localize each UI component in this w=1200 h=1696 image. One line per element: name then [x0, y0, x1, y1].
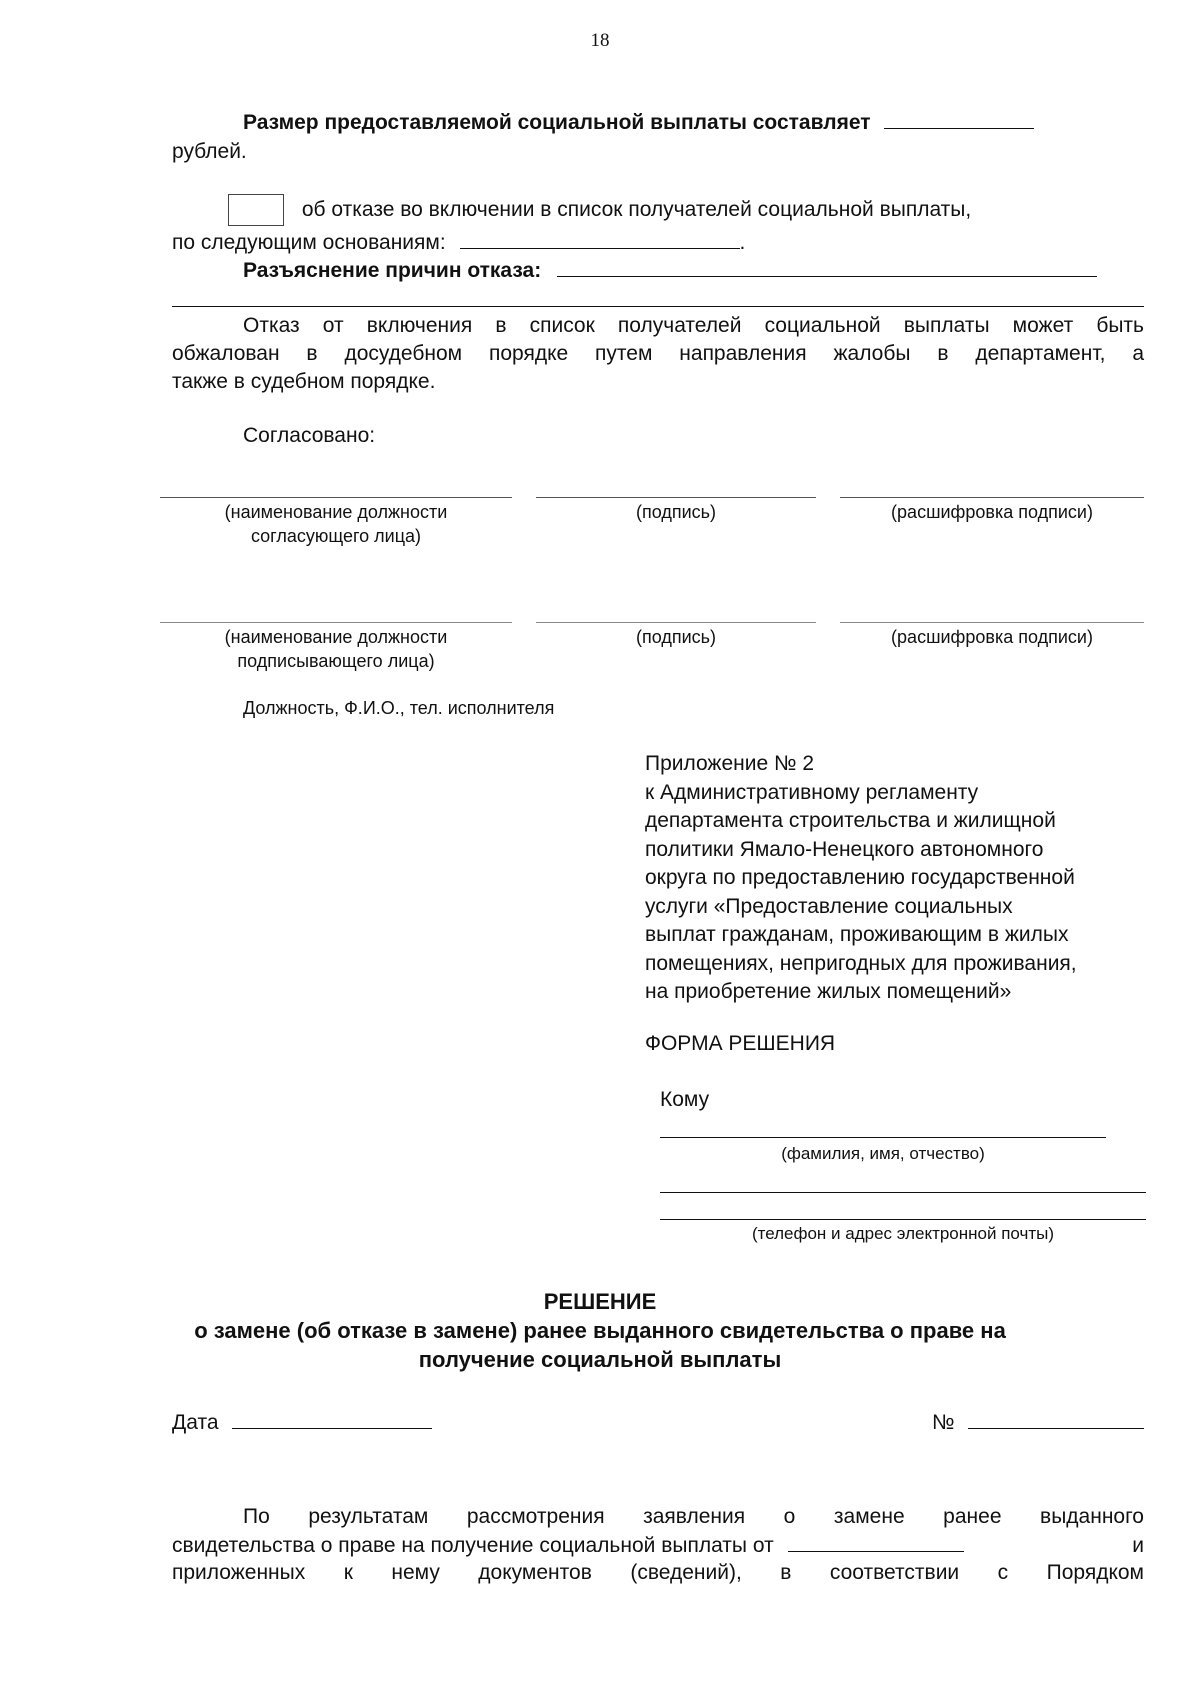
number-line: [932, 1408, 1144, 1437]
appendix-line: департамента строительства и жилищной: [645, 809, 1056, 832]
appendix-line: выплат гражданам, проживающим в жилых: [645, 923, 1069, 946]
payment-amount-line: [243, 108, 1034, 137]
refusal-explanation-continuation-line: [172, 306, 1144, 307]
refusal-explanation-label: Разъяснение причин отказа:: [243, 259, 542, 282]
to-label: Кому: [660, 1088, 710, 1111]
refusal-grounds-field[interactable]: [460, 228, 740, 249]
date-field[interactable]: [232, 1408, 432, 1429]
body-line-2: [172, 1531, 1144, 1560]
sign2-signature-line: [536, 622, 816, 623]
appendix-line: услуги «Предоставление социальных: [645, 894, 1013, 918]
number-label: №: [932, 1411, 955, 1434]
date-line: [172, 1408, 432, 1437]
body-line-2-text: свидетельства о праве на получение социальной выплаты от: [172, 1534, 774, 1557]
sign2-decoding-line: [840, 622, 1144, 623]
refusal-checkbox-text: об отказе во включении в список получателей социальной выплаты,: [301, 197, 972, 221]
refusal-grounds-line: по следующим основаниям: .: [172, 228, 745, 257]
recipient-name-field[interactable]: [660, 1137, 1106, 1138]
refusal-checkbox-line: [228, 194, 971, 226]
executor-info: Должность, Ф.И.О., тел. исполнителя: [243, 698, 555, 718]
appendix-block: [645, 750, 1077, 1007]
sign1-decoding-line: [840, 497, 1144, 498]
sign1-position-caption: (наименование должности согласующего лица): [224, 502, 448, 546]
body-date-field[interactable]: [788, 1531, 964, 1552]
recipient-name-caption: (фамилия, имя, отчество): [781, 1144, 985, 1163]
body-line-1: По результатам рассмотрения заявления о замене ранее выданного: [243, 1505, 1144, 1528]
approved-label: Согласовано:: [243, 424, 376, 447]
recipient-contact-field-2[interactable]: [660, 1219, 1146, 1220]
appendix-line: к Административному регламенту: [645, 780, 979, 804]
payment-amount-field[interactable]: [884, 108, 1034, 129]
appeal-line-3: также в судебном порядке.: [172, 370, 436, 393]
refusal-explanation-line: [243, 256, 1097, 285]
form-label: ФОРМА РЕШЕНИЯ: [645, 1032, 836, 1055]
sign1-signature-caption: (подпись): [635, 502, 717, 522]
sign2-decoding-caption: (расшифровка подписи): [891, 627, 1093, 647]
refusal-grounds-label: по следующим основаниям:: [172, 231, 446, 254]
sign1-position-line: [160, 497, 512, 498]
decision-subtitle-line-2: получение социальной выплаты: [418, 1347, 782, 1372]
recipient-contact-field-1[interactable]: [660, 1192, 1146, 1193]
sign1-signature-line: [536, 497, 816, 498]
recipient-contact-caption: (телефон и адрес электронной почты): [751, 1224, 1055, 1243]
payment-unit: рублей.: [172, 140, 247, 163]
appendix-line: политики Ямало-Ненецкого автономного: [645, 837, 1044, 861]
decision-title: РЕШЕНИЕ: [543, 1289, 657, 1314]
appendix-line: округа по предоставлению государственной: [645, 866, 1075, 889]
refusal-explanation-field[interactable]: [557, 256, 1097, 277]
sign2-position-caption: (наименование должности подписывающего лица): [224, 627, 448, 671]
appendix-line: на приобретение жилых помещений»: [645, 980, 1012, 1003]
appeal-line-1: Отказ от включения в список получателей социальной выплаты может быть: [243, 314, 1144, 337]
date-label: Дата: [172, 1411, 219, 1434]
body-line-2-and: и: [1132, 1534, 1144, 1557]
appendix-line: Приложение № 2: [645, 752, 815, 775]
appendix-line: помещениях, непригодных для проживания,: [645, 951, 1077, 975]
decision-subtitle-line-1: о замене (об отказе в замене) ранее выданного свидетельства о праве на: [194, 1318, 1006, 1343]
number-field[interactable]: [968, 1408, 1144, 1429]
page-number: 18: [590, 30, 610, 51]
refusal-checkbox[interactable]: [228, 194, 284, 226]
sign1-decoding-caption: (расшифровка подписи): [891, 502, 1093, 522]
body-line-3: приложенных к нему документов (сведений), в соответствии с Порядком: [172, 1561, 1144, 1584]
sign2-signature-caption: (подпись): [635, 627, 717, 647]
payment-text: Размер предоставляемой социальной выплаты составляет: [243, 111, 871, 134]
appeal-line-2: обжалован в досудебном порядке путем направления жалобы в департамент, а: [172, 342, 1144, 365]
sign2-position-line: [160, 622, 512, 623]
